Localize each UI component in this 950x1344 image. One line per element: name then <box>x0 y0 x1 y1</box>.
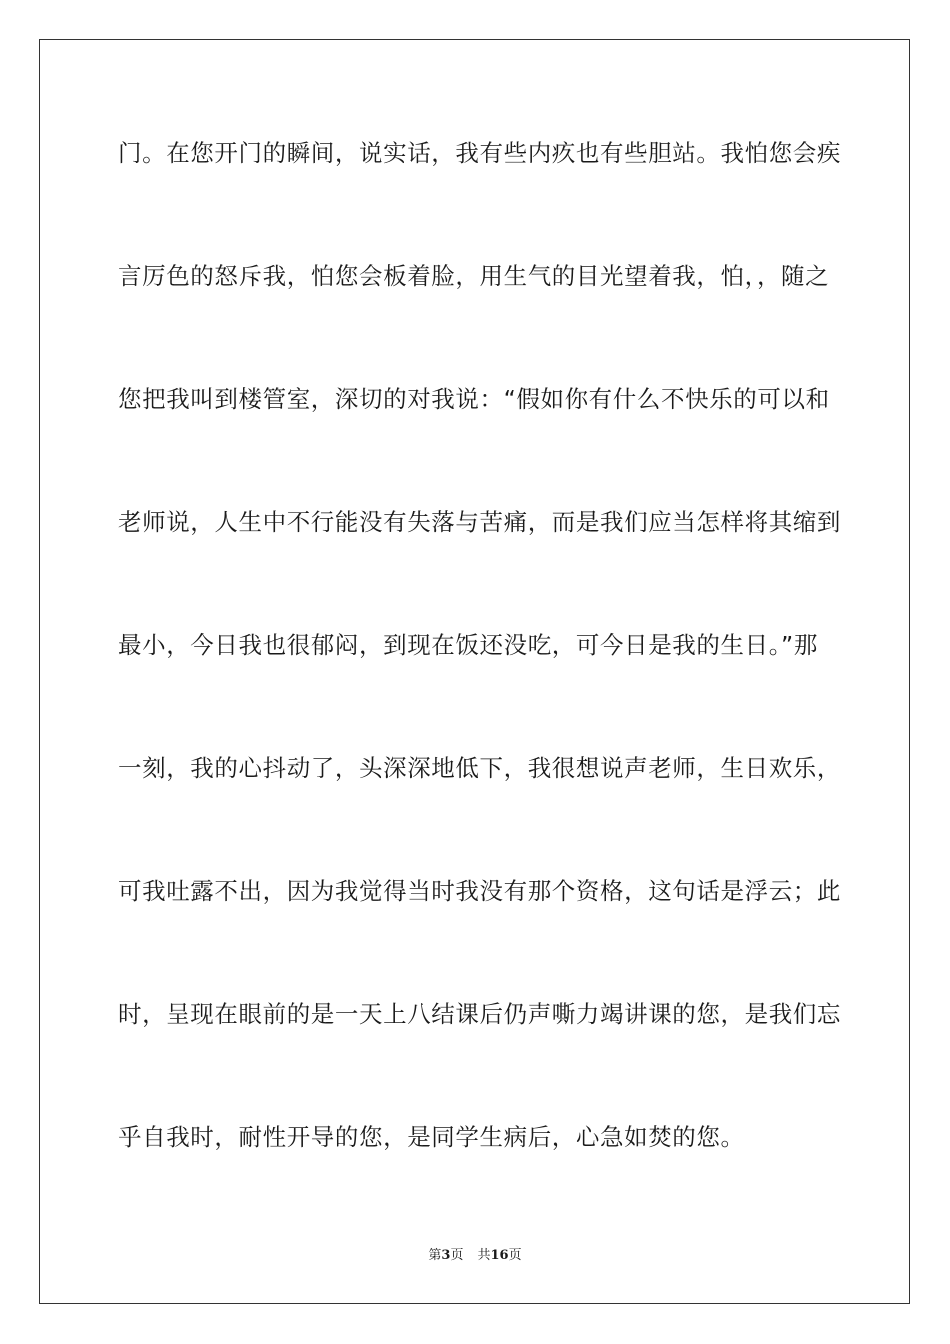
text-line-3: 您把我叫到楼管室，深切的对我说：“假如你有什么不快乐的可以和 <box>118 385 830 413</box>
text-line-2: 言厉色的怒斥我，怕您会板着脸，用生气的目光望着我，怕，，随之 <box>118 262 830 290</box>
page-number: 3 <box>441 1248 451 1263</box>
text-line-1: 门。在您开门的瞬间，说实话，我有些内疚也有些胆站。我怕您会疾 <box>118 139 841 167</box>
text-line-6: 一刻，我的心抖动了，头深深地低下，我很想说声老师，生日欢乐， <box>118 754 841 782</box>
text-line-5: 最小，今日我也很郁闷，到现在饭还没吃，可今日是我的生日。”那 <box>118 631 818 659</box>
text-line-8: 时，呈现在眼前的是一天上八结课后仍声嘶力竭讲课的您，是我们忘 <box>118 1000 841 1028</box>
text-line-9: 乎自我时，耐性开导的您，是同学生病后，心急如焚的您。 <box>118 1123 745 1151</box>
text-line-7: 可我吐露不出，因为我觉得当时我没有那个资格，这句话是浮云；此 <box>118 877 841 905</box>
total-suffix: 页 <box>508 1248 522 1263</box>
page-suffix: 页 <box>450 1248 464 1263</box>
page-border <box>39 39 910 1304</box>
total-pages: 16 <box>490 1248 509 1263</box>
text-line-4: 老师说，人生中不行能没有失落与苦痛，而是我们应当怎样将其缩到 <box>118 508 841 536</box>
total-prefix: 共 <box>477 1248 491 1263</box>
page-prefix: 第 <box>428 1248 442 1263</box>
page-footer <box>0 1247 950 1265</box>
